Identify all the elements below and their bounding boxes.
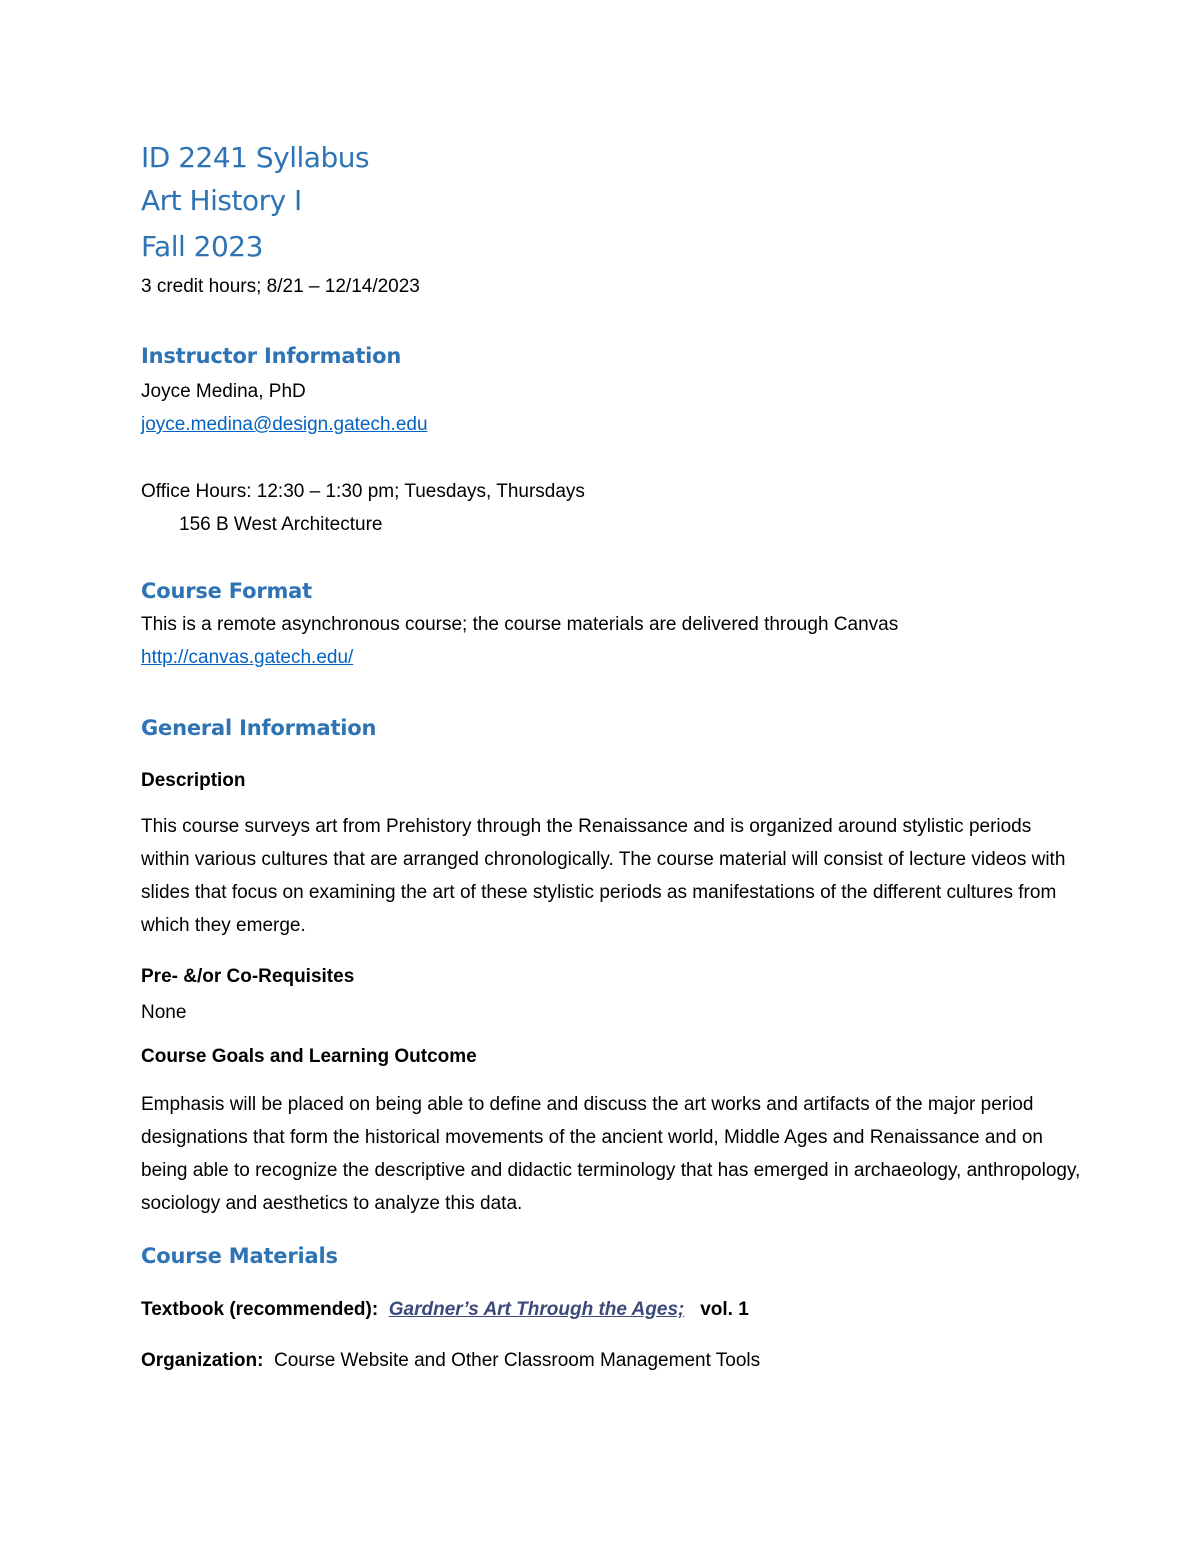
course-meta: 3 credit hours; 8/21 – 12/14/2023 [141, 276, 420, 297]
organization-label: Organization: [141, 1350, 264, 1371]
organization-row [141, 1351, 1081, 1370]
textbook-row [141, 1300, 1081, 1319]
goals-heading: Course Goals and Learning Outcome [141, 1046, 477, 1067]
textbook-volume: vol. 1 [700, 1299, 749, 1320]
instructor-email-link[interactable]: joyce.medina@design.gatech.edu [141, 414, 428, 435]
title-course-code: ID 2241 Syllabus [141, 141, 370, 174]
canvas-link[interactable]: http://canvas.gatech.edu/ [141, 647, 354, 668]
title-term: Fall 2023 [141, 230, 263, 263]
syllabus-page [141, 141, 1081, 1371]
goals-text: Emphasis will be placed on being able to define and discuss the art works and artifacts of the major period designations that form the historical movements of the ancient world, Middle Ages and Renaissance and on being able to recognize the descriptive and didactic terminology that has emerged in archaeology, anthropology, sociology and aesthetics to analyze this data. [141, 1094, 1081, 1214]
general-info-heading: General Information [141, 716, 377, 740]
organization-text: Course Website and Other Classroom Management Tools [274, 1350, 761, 1371]
instructor-email-row [141, 408, 1081, 441]
canvas-link-row [141, 641, 1081, 674]
textbook-title[interactable]: Gardner’s Art Through the Ages; [388, 1299, 685, 1320]
course-format-heading: Course Format [141, 579, 312, 603]
instructor-name: Joyce Medina, PhD [141, 381, 306, 402]
course-materials-heading: Course Materials [141, 1244, 338, 1268]
title-course-name: Art History I [141, 184, 302, 217]
prereq-heading: Pre- &/or Co-Requisites [141, 966, 355, 987]
office-hours: Office Hours: 12:30 – 1:30 pm; Tuesdays, Thursdays [141, 481, 585, 502]
instructor-heading: Instructor Information [141, 344, 402, 368]
prereq-text: None [141, 1002, 187, 1023]
office-location: 156 B West Architecture [179, 514, 383, 535]
description-text: This course surveys art from Prehistory through the Renaissance and is organized around stylistic periods within various cultures that are arranged chronologically. The course material will consist of lecture videos with slides that focus on examining the art of these stylistic periods as manifestations of the different cultures from which they emerge. [141, 816, 1066, 936]
course-format-text: This is a remote asynchronous course; the course materials are delivered through Canvas [141, 614, 899, 635]
textbook-label: Textbook (recommended): [141, 1299, 379, 1320]
description-heading: Description [141, 770, 246, 791]
